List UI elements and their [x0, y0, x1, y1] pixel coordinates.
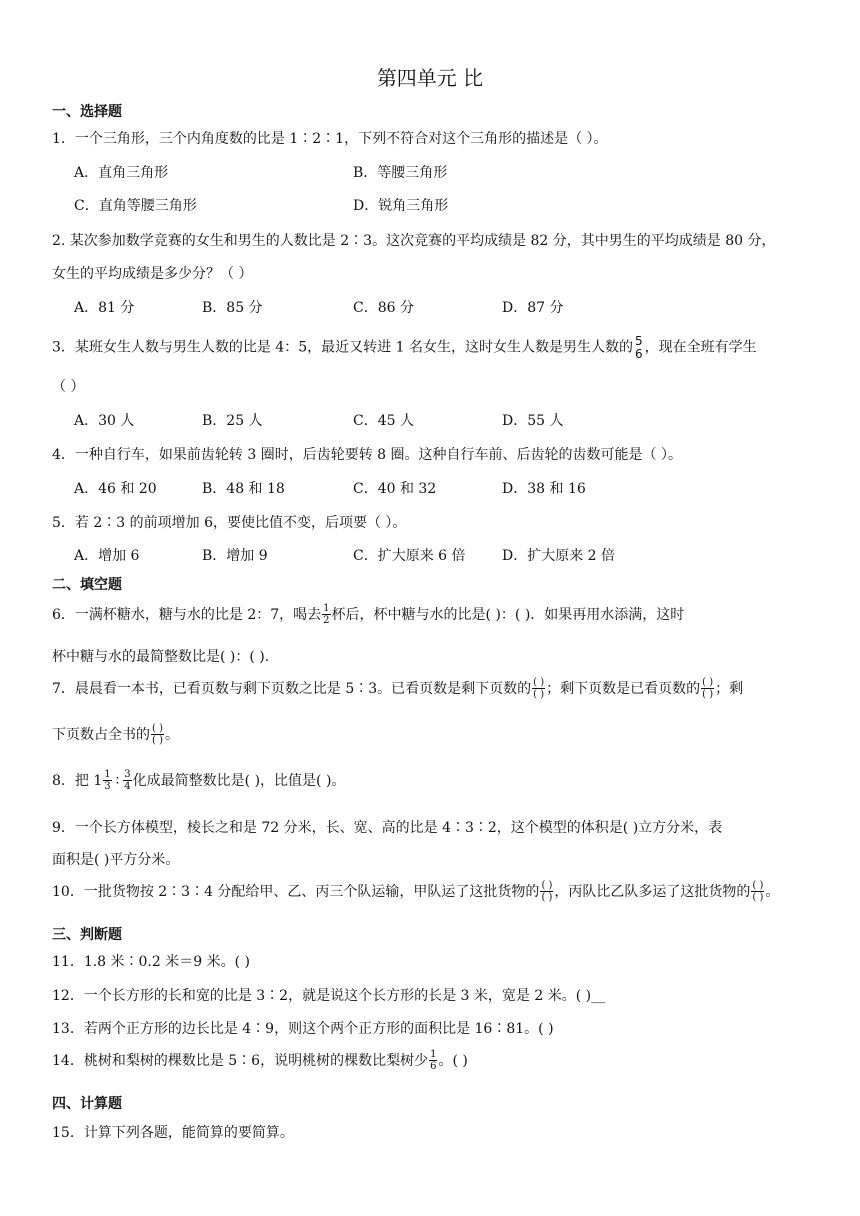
fraction-blank: ( ) ( ) [702, 677, 714, 700]
question-1: 1．一个三角形，三个内角度数的比是 1∶2∶1，下列不符合对这个三角形的描述是（ ）。 [52, 131, 608, 147]
section-heading-choice: 一、选择题 [52, 104, 122, 120]
question-2-line-2: 女生的平均成绩是多少分？（ ） [52, 266, 253, 282]
q2-option-b: B．85 分 [202, 300, 263, 316]
question-3-line-2: （ ） [52, 379, 85, 395]
question-4: 4．一种自行车，如果前齿轮转 3 圈时，后齿轮要转 8 圈。这种自行车前、后齿轮的齿数可能是（ ）。 [52, 447, 682, 463]
question-3-line-1: 3．某班女生人数与男生人数的比是 4：5，最近又转进 1 名女生，这时女生人数是男生人数的 5 6 ，现在全班有学生 [52, 334, 757, 361]
question-14: 14．桃树和梨树的棵数比是 5∶6，说明桃树的棵数比梨树少 $\frac{1}{6}$ 。( ) [52, 1049, 468, 1072]
question-12: 12．一个长方形的长和宽的比是 3∶2，就是说这个长方形的长是 3 米，宽是 2 米。( )__ [52, 988, 606, 1004]
question-6-line-1: 6．一满杯糖水，糖与水的比是 2：7，喝去 $\frac{1}{2}$ 杯后，杯中糖与水的比是( )：( )．如果再用水添满，这时 [52, 603, 685, 626]
question-9-line-2: 面积是( )平方分米。 [52, 852, 180, 868]
q2-option-c: C．86 分 [353, 300, 414, 316]
fraction-blank: ( ) ( ) [752, 880, 764, 903]
fraction: $\frac{3}{4}$ [124, 769, 131, 792]
q4-option-d: D．38 和 16 [502, 481, 586, 497]
question-13: 13．若两个正方形的边长比是 4∶9，则这个两个正方形的面积比是 16∶81。( ) [52, 1021, 554, 1037]
question-11: 11．1.8 米∶0.2 米＝9 米。( ) [52, 954, 250, 970]
question-8: 8．把 1 $\frac{1}{3}$ ∶ $\frac{3}{4}$ 化成最简整数比是( )，比值是( )。 [52, 769, 346, 792]
fraction-blank: ( ) ( ) [152, 723, 163, 746]
q1-option-d: D．锐角三角形 [353, 198, 449, 214]
question-2-line-1: 2. 某次参加数学竞赛的女生和男生的人数比是 2∶3。这次竞赛的平均成绩是 82 分，其中男生的平均成绩是 80 分， [52, 233, 776, 249]
q2-option-a: A．81 分 [74, 300, 135, 316]
section-heading-judge: 三、判断题 [52, 927, 122, 943]
q2-option-d: D．87 分 [502, 300, 564, 316]
q5-option-d: D．扩大原来 2 倍 [502, 548, 616, 564]
question-5: 5．若 2∶3 的前项增加 6，要使比值不变，后项要（ ）。 [52, 515, 407, 531]
q5-option-a: A．增加 6 [74, 548, 140, 564]
question-15: 15．计算下列各题，能简算的要简算。 [52, 1125, 294, 1141]
fraction: 5 6 [634, 334, 643, 361]
q4-option-b: B．48 和 18 [202, 481, 285, 497]
q3-option-c: C．45 人 [353, 413, 414, 429]
question-7-line-1: 7．晨晨看一本书，已看页数与剩下页数之比是 5∶3。已看页数是剩下页数的 ( ) ( ) ；剩下页数是已看页数的 ( ) ( ) ；剩 [52, 677, 744, 700]
page-title: 第四单元 比 [376, 66, 484, 90]
q1-option-a: A．直角三角形 [74, 165, 169, 181]
question-6-line-2: 杯中糖与水的最简整数比是( )：( ). [52, 649, 270, 665]
fraction-blank: ( ) ( ) [541, 880, 553, 903]
q4-option-c: C．40 和 32 [353, 481, 437, 497]
q3-option-a: A．30 人 [74, 413, 135, 429]
fraction: $\frac{1}{2}$ [323, 603, 330, 626]
section-heading-fill: 二、填空题 [52, 577, 122, 593]
question-7-line-2: 下页数占全书的 ( ) ( ) 。 [52, 723, 179, 746]
question-9-line-1: 9．一个长方体模型，棱长之和是 72 分米，长、宽、高的比是 4∶3∶2，这个模型的体积是( )立方分米，表 [52, 820, 723, 836]
q1-option-b: B．等腰三角形 [353, 165, 448, 181]
q5-option-b: B．增加 9 [202, 548, 268, 564]
q5-option-c: C．扩大原来 6 倍 [353, 548, 466, 564]
fraction: $\frac{1}{3}$ [104, 769, 111, 792]
fraction: $\frac{1}{6}$ [430, 1049, 437, 1072]
q3-option-d: D．55 人 [502, 413, 564, 429]
question-10: 10．一批货物按 2∶3∶4 分配给甲、乙、丙三个队运输，甲队运了这批货物的 ( ) ( ) ，丙队比乙队多运了这批货物的 ( ) ( ) 。 [52, 880, 780, 903]
q4-option-a: A．46 和 20 [74, 481, 157, 497]
section-heading-calc: 四、计算题 [52, 1096, 122, 1112]
q3-option-b: B．25 人 [202, 413, 263, 429]
q1-option-c: C．直角等腰三角形 [74, 198, 197, 214]
fraction-blank: ( ) ( ) [533, 677, 545, 700]
